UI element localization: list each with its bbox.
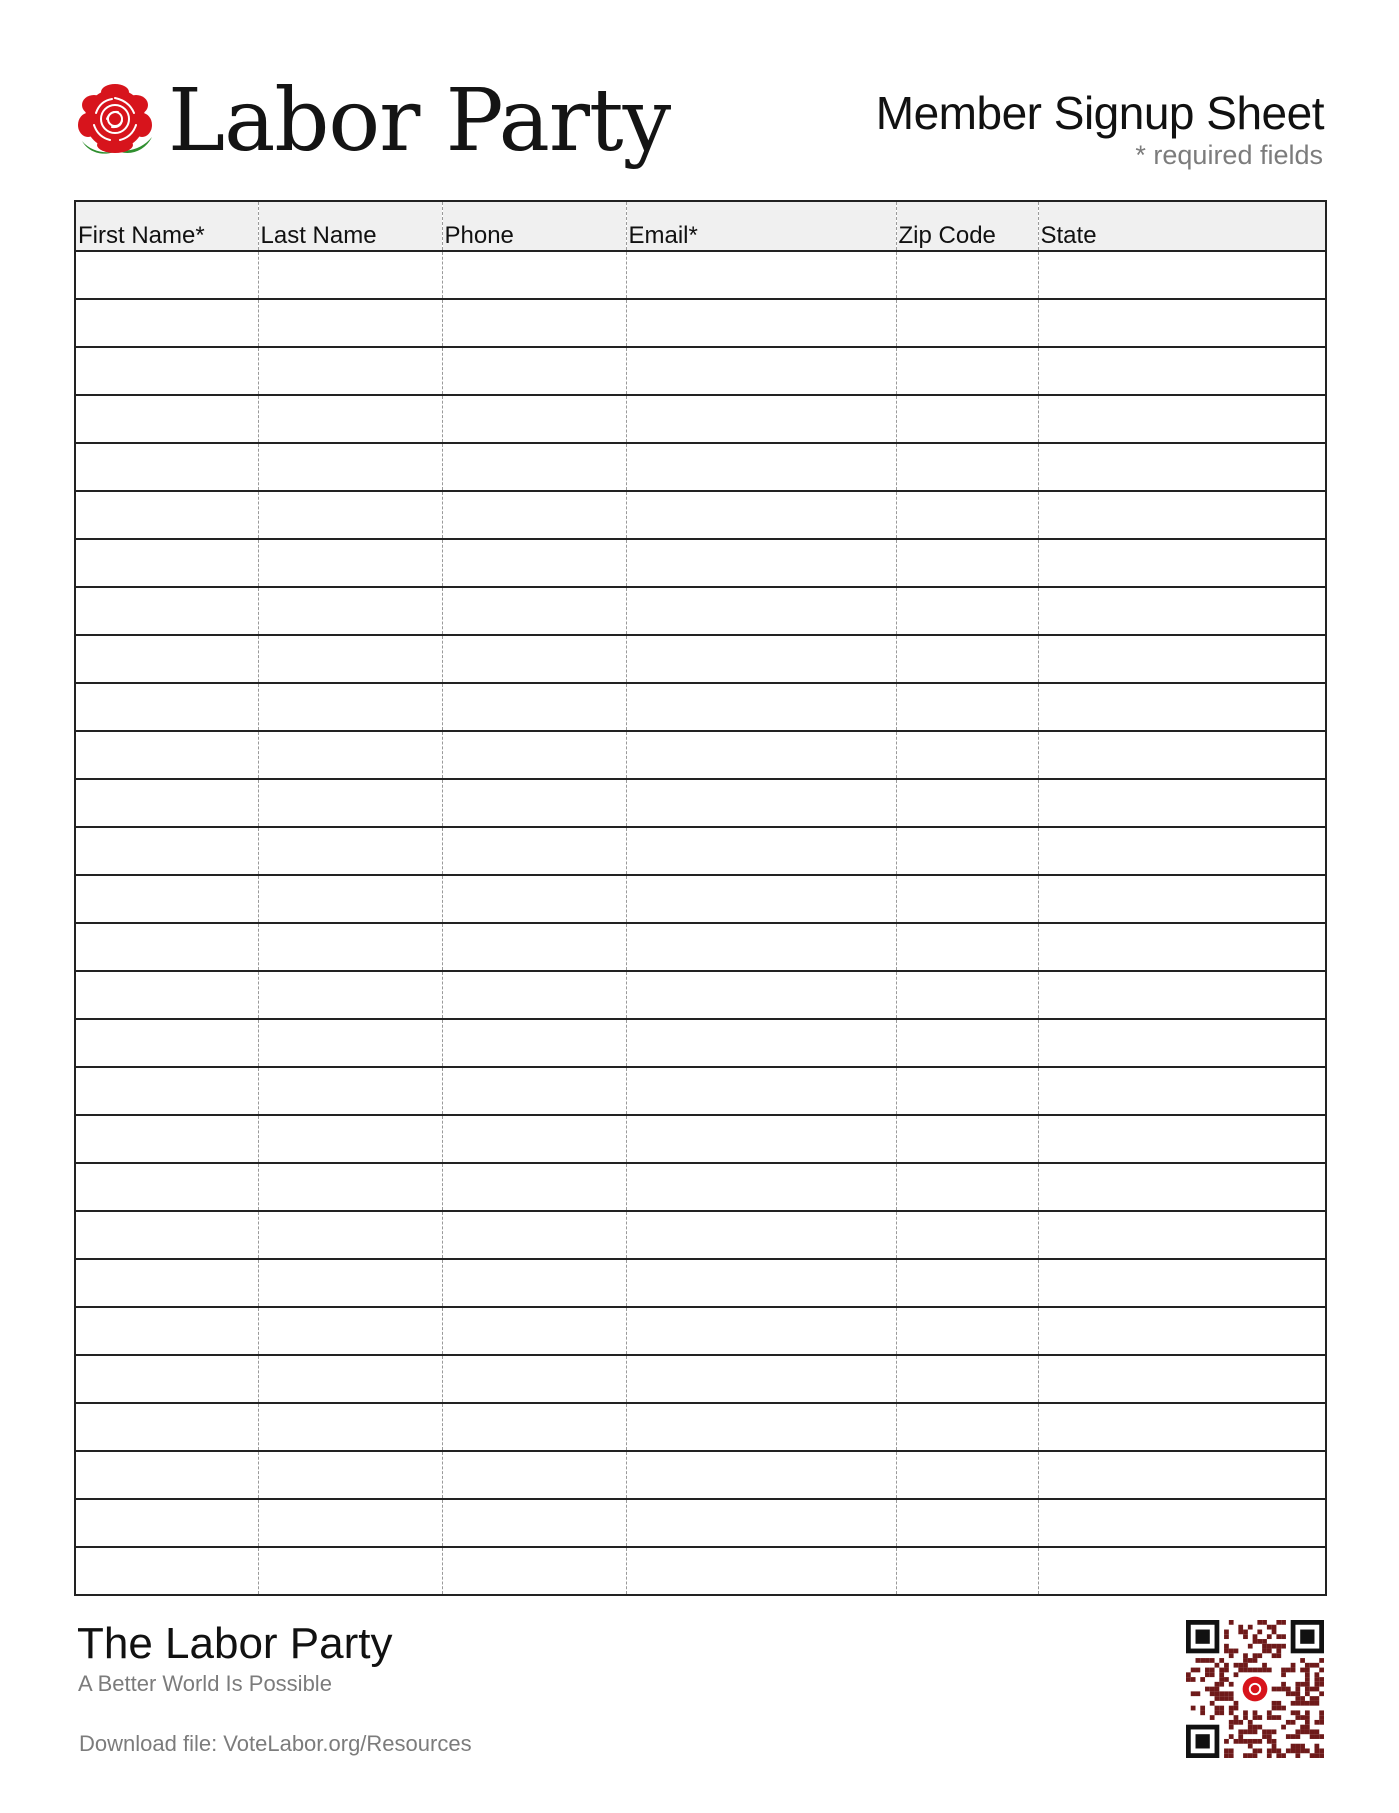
table-row: [75, 731, 1326, 779]
table-row: [75, 587, 1326, 635]
table-cell[interactable]: [442, 1451, 626, 1499]
table-row: [75, 395, 1326, 443]
table-cell[interactable]: [626, 635, 896, 683]
table-cell[interactable]: [626, 251, 896, 299]
table-cell[interactable]: [442, 395, 626, 443]
sheet-title: Member Signup Sheet: [875, 87, 1324, 139]
table-cell[interactable]: [1038, 1499, 1326, 1547]
table-cell[interactable]: [442, 1067, 626, 1115]
table-cell[interactable]: [626, 779, 896, 827]
table-cell[interactable]: [442, 587, 626, 635]
table-cell[interactable]: [442, 1547, 626, 1595]
table-cell[interactable]: [258, 539, 442, 587]
table-cell[interactable]: [1038, 1547, 1326, 1595]
table-cell[interactable]: [626, 491, 896, 539]
table-cell[interactable]: [75, 779, 258, 827]
table-cell[interactable]: [258, 827, 442, 875]
table-cell[interactable]: [1038, 827, 1326, 875]
table-row: [75, 683, 1326, 731]
table-cell[interactable]: [626, 1547, 896, 1595]
table-cell[interactable]: [896, 1403, 1038, 1451]
table-cell[interactable]: [1038, 443, 1326, 491]
table-cell[interactable]: [75, 539, 258, 587]
footer-download-link[interactable]: Download file: VoteLabor.org/Resources: [79, 1731, 472, 1756]
table-cell[interactable]: [75, 731, 258, 779]
qr-code-icon: [1186, 1620, 1324, 1758]
table-cell[interactable]: [896, 251, 1038, 299]
column-header-state: State: [1038, 201, 1326, 251]
table-cell[interactable]: [896, 443, 1038, 491]
table-cell[interactable]: [1038, 587, 1326, 635]
table-cell[interactable]: [75, 923, 258, 971]
table-cell[interactable]: [258, 347, 442, 395]
table-cell[interactable]: [75, 683, 258, 731]
column-header-last-name: Last Name: [258, 201, 442, 251]
table-cell[interactable]: [896, 779, 1038, 827]
table-row: [75, 1403, 1326, 1451]
table-row: [75, 1259, 1326, 1307]
table-cell[interactable]: [442, 875, 626, 923]
table-cell[interactable]: [626, 731, 896, 779]
table-cell[interactable]: [896, 731, 1038, 779]
table-cell[interactable]: [258, 1499, 442, 1547]
table-cell[interactable]: [896, 971, 1038, 1019]
table-cell[interactable]: [1038, 971, 1326, 1019]
table-cell[interactable]: [258, 443, 442, 491]
table-cell[interactable]: [75, 1067, 258, 1115]
table-cell[interactable]: [75, 251, 258, 299]
table-cell[interactable]: [258, 1211, 442, 1259]
table-cell[interactable]: [1038, 1067, 1326, 1115]
table-cell[interactable]: [442, 1355, 626, 1403]
table-cell[interactable]: [442, 1307, 626, 1355]
table-cell[interactable]: [442, 1115, 626, 1163]
table-cell[interactable]: [75, 299, 258, 347]
table-cell[interactable]: [75, 1307, 258, 1355]
table-cell[interactable]: [626, 1115, 896, 1163]
table-row: [75, 971, 1326, 1019]
table-cell[interactable]: [442, 683, 626, 731]
table-cell[interactable]: [75, 1499, 258, 1547]
table-cell[interactable]: [626, 1019, 896, 1067]
table-cell[interactable]: [1038, 347, 1326, 395]
signup-table: [74, 200, 1327, 1596]
table-cell[interactable]: [258, 1067, 442, 1115]
table-cell[interactable]: [896, 875, 1038, 923]
table-cell[interactable]: [258, 1547, 442, 1595]
qr-code[interactable]: [1186, 1620, 1324, 1758]
table-cell[interactable]: [258, 1355, 442, 1403]
table-cell[interactable]: [626, 971, 896, 1019]
table-cell[interactable]: [626, 587, 896, 635]
table-cell[interactable]: [1038, 731, 1326, 779]
table-cell[interactable]: [896, 1547, 1038, 1595]
table-cell[interactable]: [75, 1547, 258, 1595]
table-cell[interactable]: [896, 1115, 1038, 1163]
table-cell[interactable]: [1038, 395, 1326, 443]
table-cell[interactable]: [75, 827, 258, 875]
table-cell[interactable]: [75, 1259, 258, 1307]
table-row: [75, 1307, 1326, 1355]
table-cell[interactable]: [896, 491, 1038, 539]
table-cell[interactable]: [626, 539, 896, 587]
table-cell[interactable]: [626, 1067, 896, 1115]
table-cell[interactable]: [1038, 1307, 1326, 1355]
table-cell[interactable]: [626, 299, 896, 347]
table-cell[interactable]: [1038, 1115, 1326, 1163]
table-cell[interactable]: [896, 683, 1038, 731]
table-cell[interactable]: [442, 443, 626, 491]
table-cell[interactable]: [442, 539, 626, 587]
table-cell[interactable]: [626, 1307, 896, 1355]
column-header-email: Email*: [626, 201, 896, 251]
table-cell[interactable]: [626, 1355, 896, 1403]
table-cell[interactable]: [896, 347, 1038, 395]
table-cell[interactable]: [896, 1451, 1038, 1499]
footer-org-name: The Labor Party: [77, 1619, 393, 1668]
table-cell[interactable]: [442, 827, 626, 875]
table-cell[interactable]: [626, 1163, 896, 1211]
table-cell[interactable]: [75, 1019, 258, 1067]
table-cell[interactable]: [442, 251, 626, 299]
table-cell[interactable]: [626, 1211, 896, 1259]
table-row: [75, 1163, 1326, 1211]
table-cell[interactable]: [626, 1451, 896, 1499]
table-cell[interactable]: [626, 875, 896, 923]
table-cell[interactable]: [626, 1499, 896, 1547]
table-row: [75, 827, 1326, 875]
table-cell[interactable]: [1038, 635, 1326, 683]
table-cell[interactable]: [626, 395, 896, 443]
table-cell[interactable]: [442, 1403, 626, 1451]
table-cell[interactable]: [258, 587, 442, 635]
table-cell[interactable]: [1038, 683, 1326, 731]
table-cell[interactable]: [258, 1019, 442, 1067]
table-cell[interactable]: [896, 299, 1038, 347]
table-cell[interactable]: [258, 1115, 442, 1163]
table-cell[interactable]: [1038, 1451, 1326, 1499]
table-cell[interactable]: [1038, 1355, 1326, 1403]
table-cell[interactable]: [896, 1211, 1038, 1259]
table-cell[interactable]: [896, 1355, 1038, 1403]
table-cell[interactable]: [258, 1259, 442, 1307]
table-cell[interactable]: [896, 1163, 1038, 1211]
table-cell[interactable]: [1038, 1019, 1326, 1067]
table-cell[interactable]: [258, 1403, 442, 1451]
table-cell[interactable]: [1038, 1259, 1326, 1307]
footer-tagline: A Better World Is Possible: [78, 1671, 332, 1696]
table-cell[interactable]: [258, 1307, 442, 1355]
column-header-first-name: First Name*: [75, 201, 258, 251]
table-cell[interactable]: [626, 1259, 896, 1307]
table-cell[interactable]: [75, 635, 258, 683]
table-cell[interactable]: [896, 635, 1038, 683]
table-cell[interactable]: [75, 1403, 258, 1451]
table-cell[interactable]: [442, 347, 626, 395]
table-cell[interactable]: [1038, 923, 1326, 971]
table-row: [75, 635, 1326, 683]
table-cell[interactable]: [75, 347, 258, 395]
table-cell[interactable]: [442, 731, 626, 779]
table-cell[interactable]: [896, 539, 1038, 587]
table-row: [75, 923, 1326, 971]
table-cell[interactable]: [442, 491, 626, 539]
required-fields-note: * required fields: [1135, 140, 1323, 170]
table-cell[interactable]: [896, 1499, 1038, 1547]
table-cell[interactable]: [1038, 779, 1326, 827]
table-row: [75, 539, 1326, 587]
table-cell[interactable]: [896, 587, 1038, 635]
table-cell[interactable]: [258, 875, 442, 923]
table-row: [75, 1499, 1326, 1547]
table-row: [75, 1067, 1326, 1115]
brand-name: Labor Party: [168, 71, 671, 171]
table-row: [75, 251, 1326, 299]
table-cell[interactable]: [896, 1259, 1038, 1307]
table-cell[interactable]: [896, 1019, 1038, 1067]
table-cell[interactable]: [1038, 1403, 1326, 1451]
table-cell[interactable]: [896, 827, 1038, 875]
table-cell[interactable]: [1038, 299, 1326, 347]
table-cell[interactable]: [258, 251, 442, 299]
table-cell[interactable]: [626, 827, 896, 875]
table-cell[interactable]: [442, 779, 626, 827]
table-cell[interactable]: [1038, 875, 1326, 923]
table-cell[interactable]: [442, 635, 626, 683]
table-cell[interactable]: [442, 1259, 626, 1307]
table-cell[interactable]: [75, 491, 258, 539]
table-cell[interactable]: [442, 1211, 626, 1259]
table-row: [75, 1355, 1326, 1403]
table-cell[interactable]: [258, 1163, 442, 1211]
table-cell[interactable]: [258, 731, 442, 779]
table-cell[interactable]: [1038, 1163, 1326, 1211]
table-cell[interactable]: [258, 491, 442, 539]
table-cell[interactable]: [442, 971, 626, 1019]
table-row: [75, 1019, 1326, 1067]
table-cell[interactable]: [1038, 251, 1326, 299]
table-cell[interactable]: [442, 299, 626, 347]
column-header-phone: Phone: [442, 201, 626, 251]
table-cell[interactable]: [442, 1019, 626, 1067]
table-row: [75, 1547, 1326, 1595]
table-body: [75, 251, 1326, 1595]
table-cell[interactable]: [1038, 491, 1326, 539]
table-cell[interactable]: [75, 395, 258, 443]
table-cell[interactable]: [75, 1115, 258, 1163]
table-cell[interactable]: [75, 1355, 258, 1403]
table-row: [75, 299, 1326, 347]
table-cell[interactable]: [896, 1067, 1038, 1115]
table-cell[interactable]: [896, 395, 1038, 443]
table-row: [75, 443, 1326, 491]
table-cell[interactable]: [75, 1163, 258, 1211]
table-cell[interactable]: [626, 443, 896, 491]
table-row: [75, 779, 1326, 827]
table-row: [75, 875, 1326, 923]
table-row: [75, 1115, 1326, 1163]
table-cell[interactable]: [442, 923, 626, 971]
table-header-row: [75, 201, 1326, 251]
table-row: [75, 1211, 1326, 1259]
table-header: [75, 201, 1326, 251]
column-header-zip-code: Zip Code: [896, 201, 1038, 251]
table-row: [75, 491, 1326, 539]
table-cell[interactable]: [75, 875, 258, 923]
table-cell[interactable]: [258, 779, 442, 827]
table-row: [75, 347, 1326, 395]
table-cell[interactable]: [1038, 539, 1326, 587]
table-cell[interactable]: [442, 1499, 626, 1547]
table-cell[interactable]: [442, 1163, 626, 1211]
table-cell[interactable]: [258, 971, 442, 1019]
table-cell[interactable]: [896, 923, 1038, 971]
table-cell[interactable]: [626, 1403, 896, 1451]
table-cell[interactable]: [626, 923, 896, 971]
table-cell[interactable]: [258, 299, 442, 347]
table-cell[interactable]: [258, 1451, 442, 1499]
table-cell[interactable]: [258, 635, 442, 683]
rose-icon: [74, 83, 156, 159]
table-cell[interactable]: [896, 1307, 1038, 1355]
table-cell[interactable]: [626, 347, 896, 395]
table-cell[interactable]: [75, 443, 258, 491]
table-cell[interactable]: [1038, 1211, 1326, 1259]
table-cell[interactable]: [75, 971, 258, 1019]
table-cell[interactable]: [258, 683, 442, 731]
table-cell[interactable]: [258, 395, 442, 443]
table-cell[interactable]: [75, 1211, 258, 1259]
table-cell[interactable]: [626, 683, 896, 731]
table-cell[interactable]: [75, 1451, 258, 1499]
table-cell[interactable]: [258, 923, 442, 971]
header-logo: [74, 71, 671, 171]
table-cell[interactable]: [75, 587, 258, 635]
table-row: [75, 1451, 1326, 1499]
